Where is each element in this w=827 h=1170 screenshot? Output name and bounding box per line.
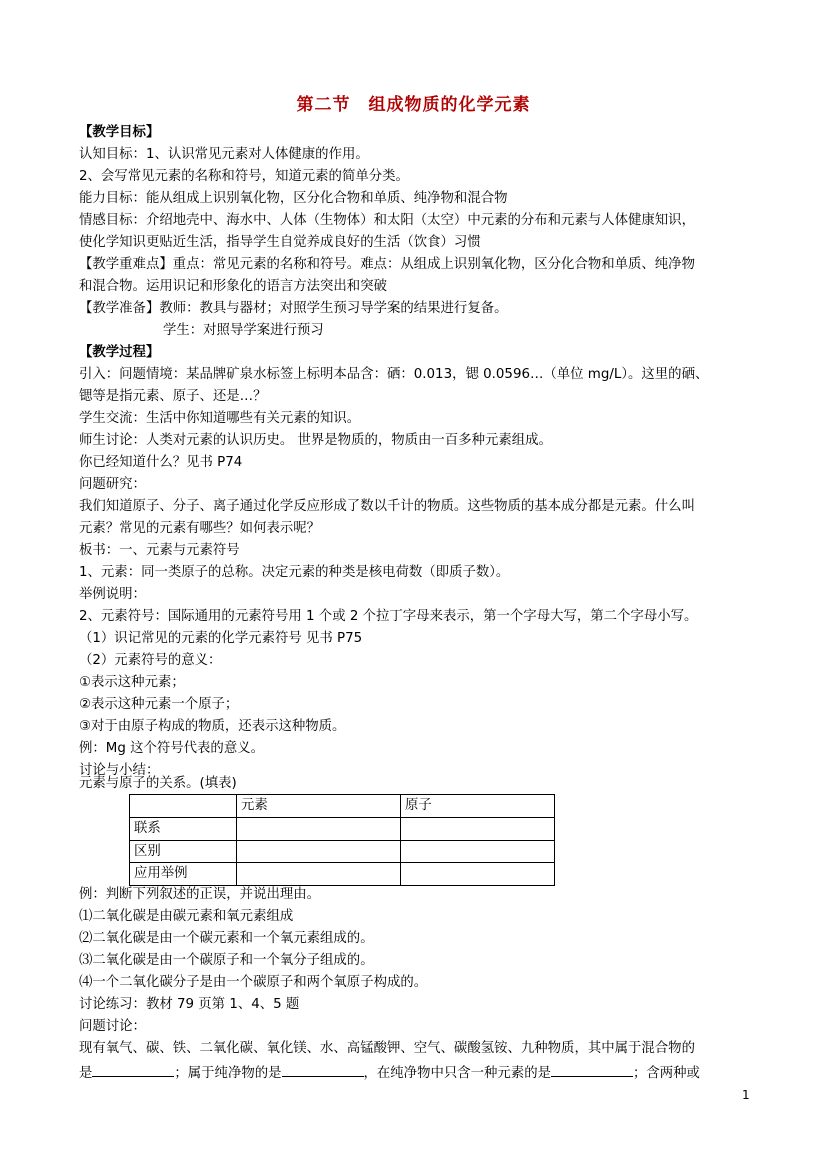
text-line: 引入：问题情境：某品牌矿泉水标签上标明本品含：硒：0.013，锶 0.0596…（单位 mg/L）。这里的硒、	[79, 367, 709, 382]
text-line: 2、会写常见元素的名称和符号，知道元素的简单分类。	[79, 169, 409, 184]
text-line: 讨论练习：教材 79 页第 1、4、5 题	[79, 997, 300, 1012]
text-line: 讨论与小结：	[79, 763, 160, 778]
table-cell[interactable]	[401, 817, 555, 840]
text-line: 现有氧气、碳、铁、二氧化碳、氧化镁、水、高锰酸钾、空气、碳酸氢铵、九种物质，其中属于混合物的	[79, 1041, 695, 1056]
table-cell[interactable]	[401, 863, 555, 886]
table-header-row	[130, 795, 555, 818]
table-row	[130, 863, 555, 886]
section-heading-process: 【教学过程】	[79, 345, 160, 360]
table-row	[130, 817, 555, 840]
text-line: 元素？常见的元素有哪些？如何表示呢？	[79, 521, 321, 536]
text-line: 1、元素：同一类原子的总称。决定元素的种类是核电荷数（即质子数）。	[79, 565, 510, 580]
table-row-label: 应用举例	[130, 863, 237, 886]
text-line: 认知目标：1、认识常见元素对人体健康的作用。	[79, 147, 369, 162]
table-cell[interactable]	[237, 840, 401, 863]
text-line: 问题讨论：	[79, 1019, 146, 1034]
text-line: 和混合物。运用识记和形象化的语言方法突出和突破	[79, 279, 387, 294]
text-line: 师生讨论：人类对元素的认识历史。 世界是物质的，物质由一百多种元素组成。	[79, 433, 552, 448]
table-row	[130, 840, 555, 863]
text-line: （1）识记常见的元素的化学元素符号 见书 P75	[79, 631, 363, 646]
text-line: 能力目标：能从组成上识别氧化物，区分化合物和单质、纯净物和混合物	[79, 191, 508, 206]
table-header-element: 元素	[237, 795, 401, 818]
text-line: ⑷一个二氧化碳分子是由一个碳原子和两个氧原子构成的。	[79, 975, 428, 990]
text-line: 你已经知道什么？见书 P74	[79, 455, 243, 470]
fill-in-line	[79, 1062, 700, 1083]
table-row-label: 区别	[130, 840, 237, 863]
text-line: ⑶二氧化碳是由一个碳原子和一个氧分子组成的。	[79, 953, 374, 968]
text-line: （2）元素符号的意义：	[79, 653, 222, 668]
page-title: 第二节 组成物质的化学元素	[296, 95, 531, 115]
element-atom-table	[129, 794, 555, 886]
text-line: 锶等是指元素、原子、还是…？	[79, 389, 267, 404]
text-line: 元素与原子的关系。(填表)	[79, 776, 237, 791]
text-line: ⑵二氧化碳是由一个碳元素和一个氧元素组成的。	[79, 931, 374, 946]
text-line: ①表示这种元素；	[79, 675, 185, 690]
text-line: ⑴二氧化碳是由碳元素和氧元素组成	[79, 909, 294, 924]
text-line: 举例说明：	[79, 587, 146, 602]
answer-blank-pure-substance[interactable]	[282, 1062, 364, 1077]
text-line: 学生：对照导学案进行预习	[163, 323, 324, 338]
text-fragment: ；含两种或	[632, 1066, 700, 1081]
table-header-atom: 原子	[401, 795, 555, 818]
text-line: 【教学重难点】重点：常见元素的名称和符号。难点：从组成上识别氧化物，区分化合物和单质、纯净物	[79, 257, 695, 272]
text-fragment: ，在纯净物中只含一种元素的是	[363, 1066, 551, 1081]
text-fragment: 是	[79, 1066, 93, 1081]
table-cell[interactable]	[237, 817, 401, 840]
text-line: 【教学准备】教师：教具与器材；对照学生预习导学案的结果进行复备。	[79, 301, 508, 316]
text-line: 学生交流：生活中你知道哪些有关元素的知识。	[79, 411, 361, 426]
text-line: ②表示这种元素一个原子；	[79, 697, 239, 712]
answer-blank-mixture[interactable]	[92, 1062, 174, 1077]
text-line: 板书：一、元素与元素符号	[79, 543, 240, 558]
text-line: 情感目标：介绍地壳中、海水中、人体（生物体）和太阳（太空）中元素的分布和元素与人体健康知识，	[79, 213, 695, 228]
text-line: 2、元素符号：国际通用的元素符号用 1 个或 2 个拉丁字母来表示，第一个字母大写，第二个字母小写。	[79, 609, 698, 624]
text-line: 我们知道原子、分子、离子通过化学反应形成了数以千计的物质。这些物质的基本成分都是元素。什么叫	[79, 499, 695, 514]
text-line: 例：判断下列叙述的正误，并说出理由。	[79, 887, 321, 902]
text-line: 问题研究：	[79, 477, 146, 492]
table-cell	[130, 795, 237, 818]
text-line: 例：Mg 这个符号代表的意义。	[79, 741, 264, 756]
text-line: ③对于由原子构成的物质，还表示这种物质。	[79, 719, 346, 734]
section-heading-goals: 【教学目标】	[79, 125, 160, 140]
table-cell[interactable]	[401, 840, 555, 863]
answer-blank-single-element[interactable]	[551, 1062, 633, 1077]
text-line: 使化学知识更贴近生活，指导学生自觉养成良好的生活（饮食）习惯	[79, 235, 481, 250]
page-number: 1	[742, 1088, 750, 1102]
table-cell[interactable]	[237, 863, 401, 886]
table-row-label: 联系	[130, 817, 237, 840]
text-fragment: ；属于纯净物的是	[174, 1066, 282, 1081]
